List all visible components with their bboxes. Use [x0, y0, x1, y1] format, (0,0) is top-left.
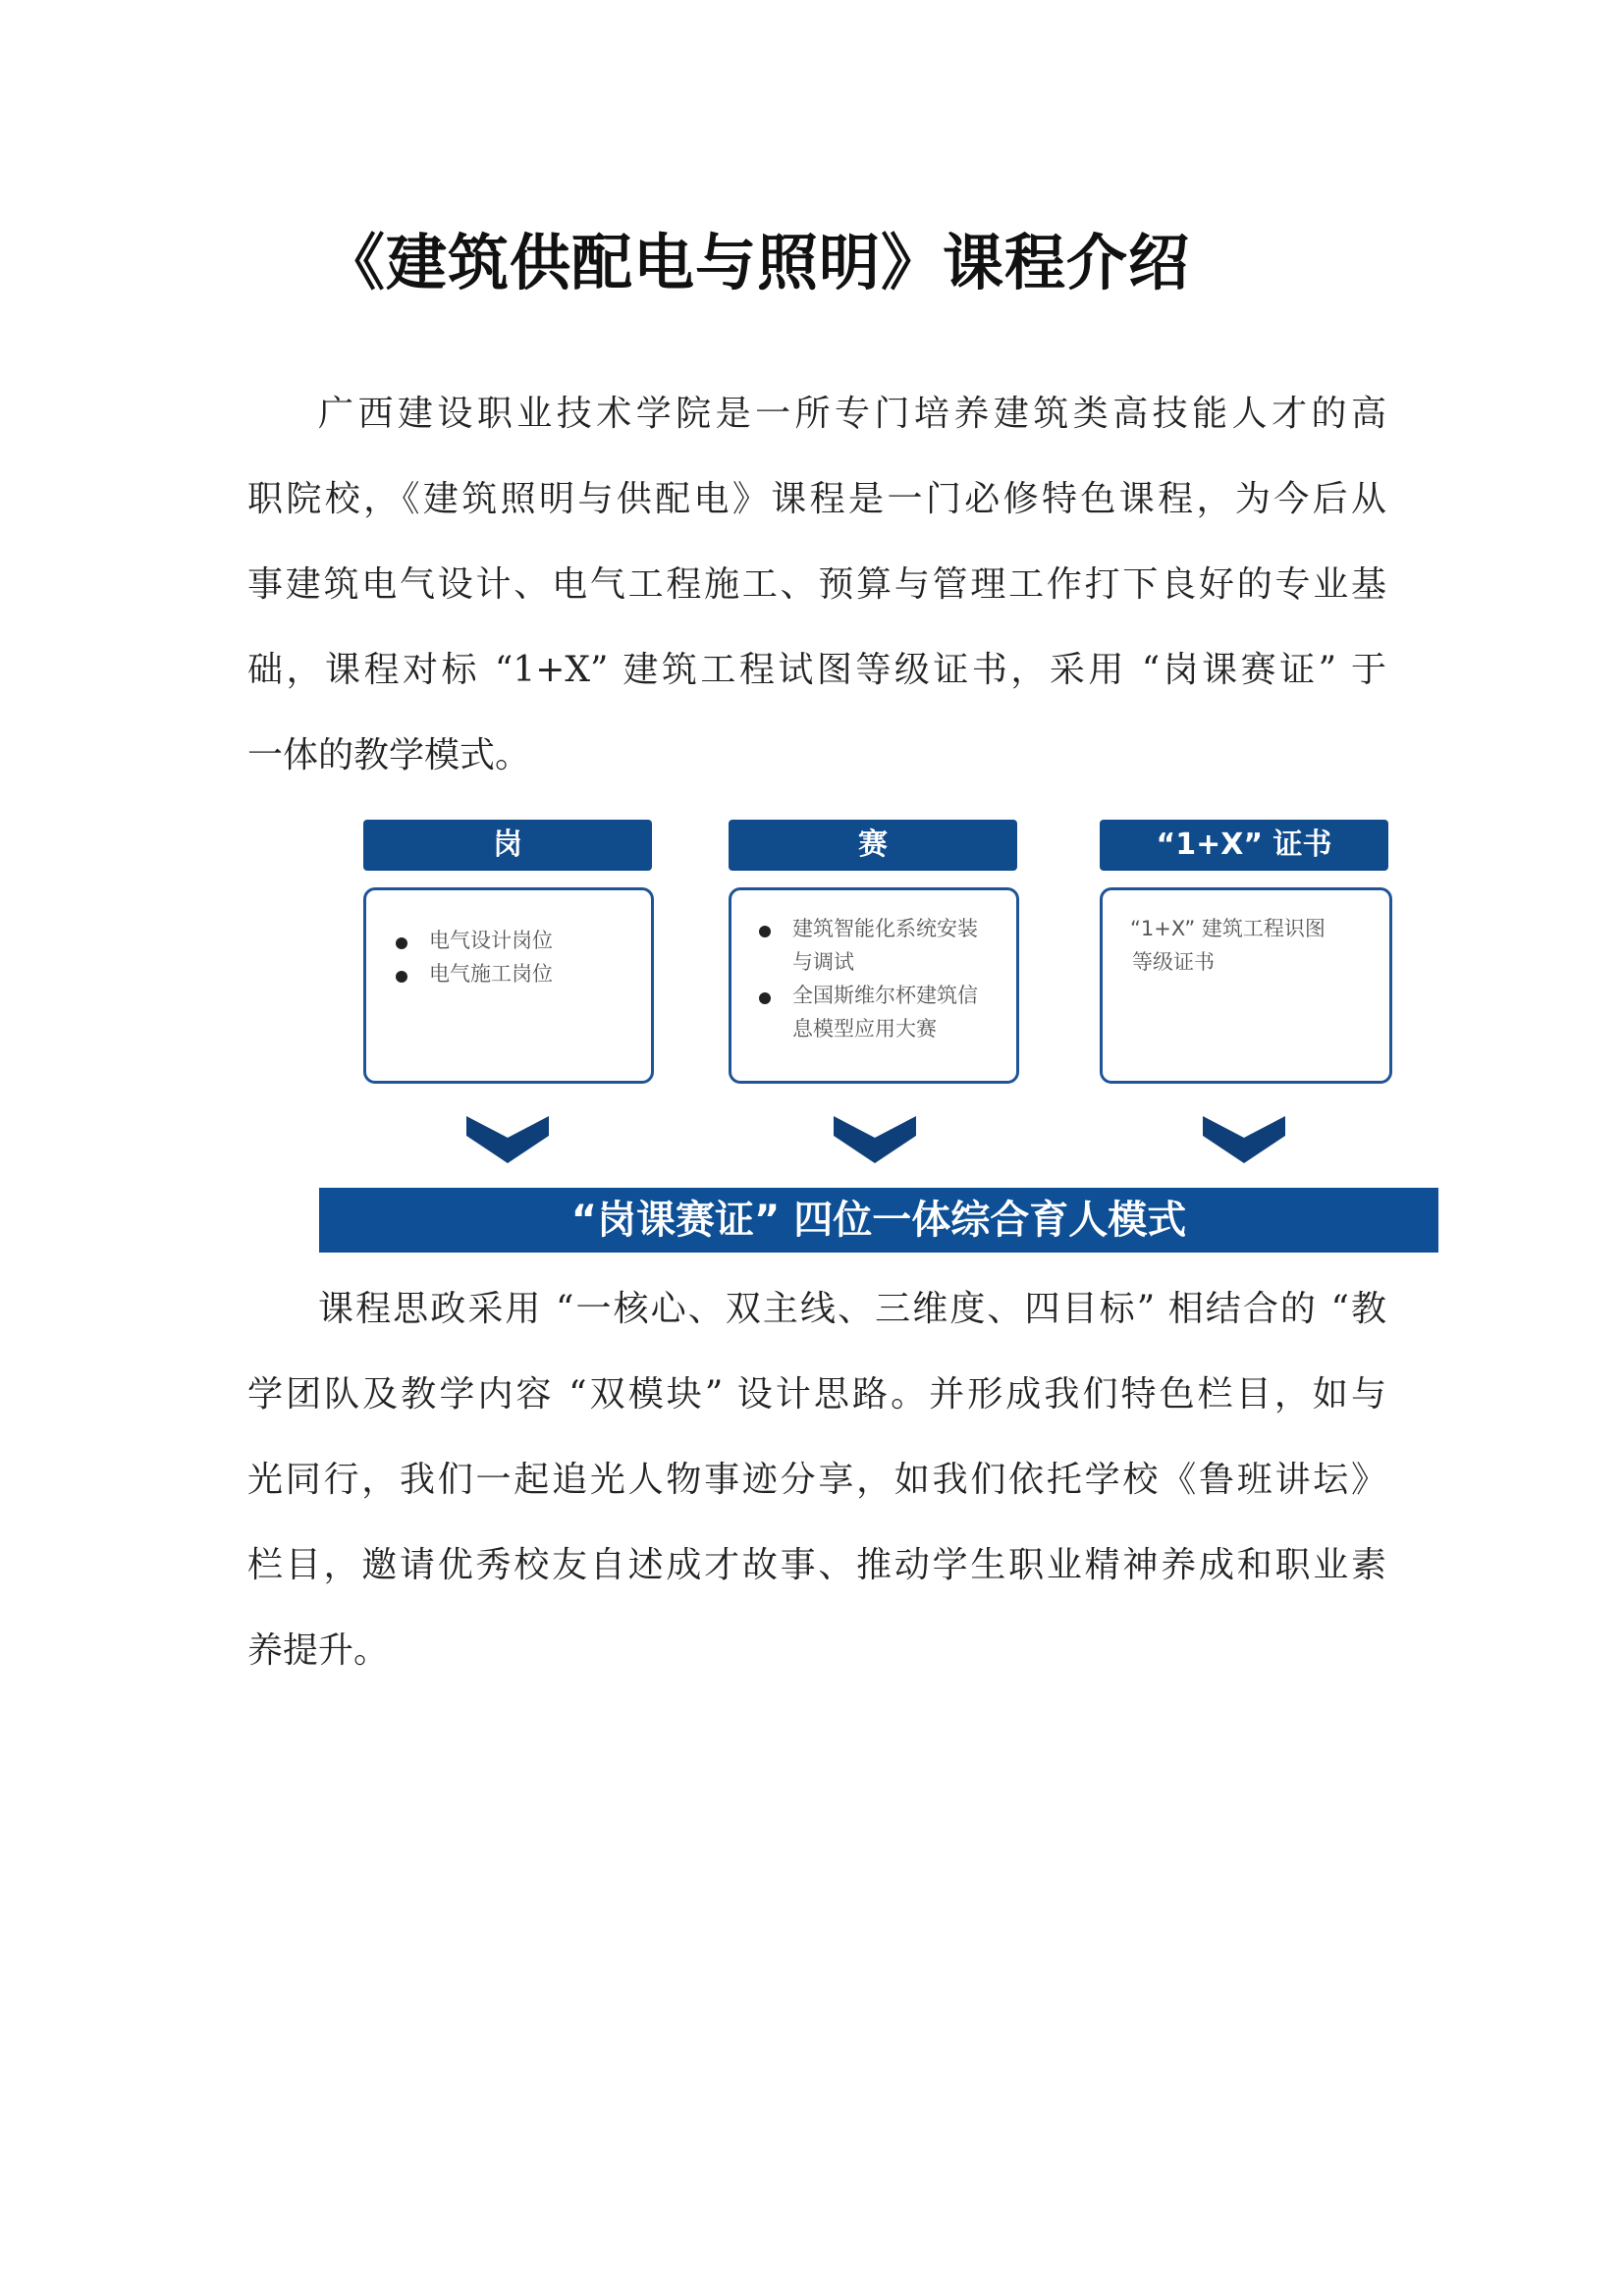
paragraph-line: 养提升。: [247, 1630, 390, 1671]
column-box-gang: [363, 887, 654, 1084]
model-banner: “岗课赛证” 四位一体综合育人模式: [319, 1188, 1438, 1253]
list-item: 电气施工岗位: [396, 957, 651, 990]
paragraph-line: 础，课程对标 “1+X” 建筑工程试图等级证书，采用 “岗课赛证” 于: [247, 650, 1386, 690]
certificate-text-line: 等级证书: [1132, 950, 1215, 974]
bullet-icon: [396, 937, 407, 949]
list-item: 建筑智能化系统安装 与调试: [759, 912, 1016, 979]
paragraph-line: 学团队及教学内容 “双模块” 设计思路。并形成我们特色栏目，如与: [247, 1374, 1386, 1415]
certificate-text-line: “1+X” 建筑工程识图: [1130, 917, 1326, 940]
column-header-gang: 岗: [363, 820, 652, 871]
column-box-sai: [729, 887, 1019, 1084]
column-box-1x-certificate: [1100, 887, 1392, 1084]
intro-paragraph: [247, 371, 1386, 798]
column-header-1x-certificate: “1+X” 证书: [1100, 820, 1388, 871]
paragraph-line: 事建筑电气设计、电气工程施工、预算与管理工作打下良好的专业基: [247, 564, 1386, 605]
paragraph-line: 光同行，我们一起追光人物事迹分享，如我们依托学校《鲁班讲坛》: [247, 1460, 1386, 1500]
chevron-down-icon: [834, 1116, 916, 1163]
bullet-icon: [759, 926, 771, 937]
paragraph-line: 职院校，《建筑照明与供配电》课程是一门必修特色课程，为今后从: [247, 479, 1386, 519]
gang-ke-sai-zheng-diagram: [319, 805, 1438, 1252]
paragraph-line: 课程思政采用 “一核心、双主线、三维度、四目标” 相结合的 “教: [318, 1289, 1386, 1329]
chevron-down-icon: [1203, 1116, 1285, 1163]
page-title: 《建筑供配电与照明》课程介绍: [324, 227, 1191, 298]
paragraph-line: 一体的教学模式。: [247, 735, 531, 775]
chevron-down-icon: [466, 1116, 549, 1163]
bullet-icon: [396, 971, 407, 983]
paragraph-line: 广西建设职业技术学院是一所专门培养建筑类高技能人才的高: [318, 394, 1386, 434]
list-item: 全国斯维尔杯建筑信 息模型应用大赛: [759, 979, 1016, 1045]
column-header-sai: 赛: [729, 820, 1017, 871]
bullet-icon: [759, 992, 771, 1004]
paragraph-line: 栏目，邀请优秀校友自述成才故事、推动学生职业精神养成和职业素: [247, 1545, 1386, 1585]
list-item: 电气设计岗位: [396, 924, 651, 957]
ideology-paragraph: [247, 1266, 1386, 1693]
